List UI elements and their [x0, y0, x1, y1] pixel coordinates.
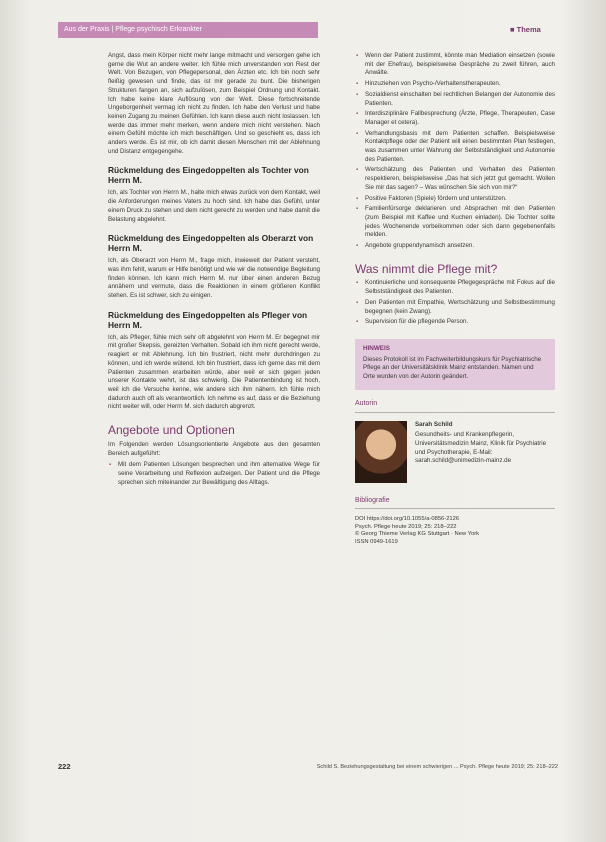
- author-info: [415, 421, 555, 483]
- list-item: ▪ Wertschätzung des Patienten und Verhalten des Patienten respektieren, beispielsweise „Das hat sich jetzt gut gemacht. Wollen Sie mir das sagen? – Was wünschen Sie sich von mir?“: [365, 166, 555, 192]
- list-item: ▪ Mit dem Patienten Lösungen besprechen und ihm alternative Wege für seine Verarbeitung und Reflexion aufzeigen. Der Patient und die Pflege sprechen sich miteinander zur Bewältigung des Alltags.: [118, 461, 320, 487]
- bib-journal: Psych. Pflege heute 2019; 25: 218–222: [355, 523, 457, 530]
- footer-citation: Schild S. Beziehungsgestaltung bei einem schwierigen ... Psych. Pflege heute 2019; 25: 218–222: [316, 764, 558, 770]
- heading-pfleger: Rückmeldung des Eingedoppelten als Pfleger von Herrn M.: [108, 309, 308, 330]
- hinweis-title: HINWEIS: [363, 344, 390, 352]
- paragraph-pfleger: Ich, als Pfleger, fühle mich sehr oft abgelehnt von Herrn M. Er begegnet mir mit großer Skepsis, gereizten Verhalten. Sobald ich ihm nicht gerecht werde, reagiert er mit Ablehnung. Ich bin frustriert, nicht mehr durchdringen zu können, und ich werde wütend. Ich bin frustriert, dass ich gerne das mit dem Patienten zusammen erarbeiten würde, aber weil er sich gegen jeden unserer Kontakte wehrt, ist das schwierig. Die Patientenbindung ist hoch, weil ich die Versuche kenne, wie andere sich ihm nähern. Ich fühle mich dadurch auch oft als verantwortlich. Ich nehme es auf, dass er die Beziehung nicht weiter will, oder Herrn M. sich dadurch abgrenzt.: [108, 333, 320, 411]
- bib-doi[interactable]: DOI https://doi.org/10.1055/a-0856-2126: [355, 516, 460, 523]
- autorin-label: Autorin: [355, 400, 555, 413]
- heading-pflege: Was nimmt die Pflege mit?: [355, 261, 498, 276]
- list-item: ▪ Supervision für die pflegende Person.: [365, 318, 555, 327]
- author-photo: [355, 421, 407, 483]
- list-item: ▪ Familienfürsorge deklarieren und Absprachen mit den Patienten (zum Beispiel mit Kaffee und Kuchen einladen). Die Tochter sollte jedes Wochenende vorbeikommen oder sich dann gegebenenfalls melden.: [365, 205, 555, 240]
- heading-angebote: Angebote und Optionen: [108, 423, 235, 438]
- heading-tochter: Rückmeldung des Eingedoppelten als Tochter von Herrn M.: [108, 165, 309, 186]
- author-description: Gesundheits- und Krankenpflegerin, Universitätsmedizin Mainz, Klinik für Psychiatrie und Psychotherapie, E-Mail: sarah.schild@unimedizin-mainz.de: [415, 431, 547, 465]
- list-item: ▪ Den Patienten mit Empathie, Wertschätzung und Selbstbestimmung begegnen (kein Zwang).: [365, 299, 555, 316]
- paragraph-angebote: Im Folgenden werden Lösungsorientierte Angebote aus den gesamten Bereich aufgeführt:: [108, 440, 320, 457]
- list-item: ▪ Wenn der Patient zustimmt, könnte man Mediation einsetzen (sowie mit der Ehefrau), beispielsweise Gespräche zu zweit führen, auch Anwälte.: [365, 52, 555, 78]
- list-item: ▪ Angebote gruppendynamisch ansetzen.: [365, 242, 555, 251]
- section-tag: ■ Thema: [510, 25, 541, 34]
- intro-paragraph: Angst, dass mein Körper nicht mehr lange mitmacht und versorgen gehe ich gerne die Wut an andere weiter. Ich fühle mich unverstanden von Rest der Welt. Von Bezugen, von Pflegepersonal, den Ärzten etc. Ich bin noch sehr fleißig gewesen und finde, das ist mir gerade zu bunt. Die bisherigen Strukturen fangen an, sich aufzulösen, zum Beispiel Ordnung und Kontakt. Ich habe keine klare Auflösung von der Welt. Diese fortschreitende Ungeborgenheit vermag ich nicht zu finden. Ich habe den Verlust und habe keinen Zugang zu meinen Gefühlen. Ich kann diese auch nicht loslassen. Ich werde das immer mehr merken, wenn andere mich nicht verstehen. Nach einem Gefühl möchte ich mich beschäftigen. Und so geschieht es, dass ich anders werde. Es ist mir, ob ich damit diesen Menschen mit der Ablehnung und Distanz entgegengehe.: [108, 52, 320, 155]
- paragraph-tochter: Ich, als Tochter von Herrn M., halte mich etwas zurück von dem Kontakt, weil die Anforderungen meines Vaters zu hoch sind. Ich habe das Gefühl, unter einem Druck zu stehen und dem nicht gerecht zu werden und habe damit die Belastung abgelehnt.: [108, 189, 320, 223]
- list-item: ▪ Hinzuziehen von Psycho-/Verhaltenstherapeuten.: [365, 80, 555, 89]
- bib-publisher: © Georg Thieme Verlag KG Stuttgart · New York: [355, 531, 480, 538]
- pflege-list: [355, 279, 555, 327]
- bibliografie-text: [355, 516, 555, 546]
- bib-issn: ISSN 0949-1619: [355, 538, 398, 545]
- header-banner: Aus der Praxis | Pflege psychisch Erkrankter: [58, 22, 318, 38]
- angebote-list: [108, 461, 320, 487]
- right-column: [355, 52, 555, 547]
- author-name: Sarah Schild: [415, 420, 453, 428]
- left-column: [108, 52, 320, 489]
- list-item: ▪ Verhandlungsbasis mit dem Patienten schaffen. Beispielsweise Kontaktpflege oder der Patient will einen bestimmten Plan festlegen, was zusammen unter Wahrung der Selbstständigkeit und Autonomie des Patienten.: [365, 130, 555, 165]
- page-number: 222: [58, 762, 71, 771]
- list-item: ▪ Interdisziplinäre Fallbesprechung (Ärzte, Pflege, Therapeuten, Case Manager et cetera).: [365, 110, 555, 127]
- author-box: [355, 421, 555, 483]
- hinweis-box: [355, 339, 555, 390]
- options-list: [355, 52, 555, 251]
- hinweis-text: Dieses Protokoll ist im Fachweiterbildungskurs für Psychiatrische Pflege an der Universitätsklinik Mainz entstanden. Namen und Orte wurden von der Autorin geändert.: [363, 355, 542, 381]
- list-item: ▪ Sozialdienst einschalten bei rechtlichen Belangen der Autonomie des Patienten.: [365, 91, 555, 108]
- list-item: ▪ Kontinuierliche und konsequente Pflegegespräche mit Fokus auf die Selbstständigkeit des Patienten.: [365, 279, 555, 296]
- bibliografie-label: Bibliografie: [355, 497, 555, 510]
- paragraph-oberarzt: Ich, als Oberarzt von Herrn M., frage mich, inwieweit der Patient versteht, was ihm fehlt, warum er Hilfe benötigt und wie wir die notwendige Begleitung finden können. Ich kann mich Herrn M. nur über einen anderen Bezug annähern und vermute, dass die Reaktionen in einem größeren Konflikt stehen. Es ist schwer, sich zu einigen.: [108, 257, 320, 300]
- heading-oberarzt: Rückmeldung des Eingedoppelten als Oberarzt von Herrn M.: [108, 233, 314, 254]
- list-item: ▪ Positive Faktoren (Spiele) fördern und unterstützen.: [365, 195, 555, 204]
